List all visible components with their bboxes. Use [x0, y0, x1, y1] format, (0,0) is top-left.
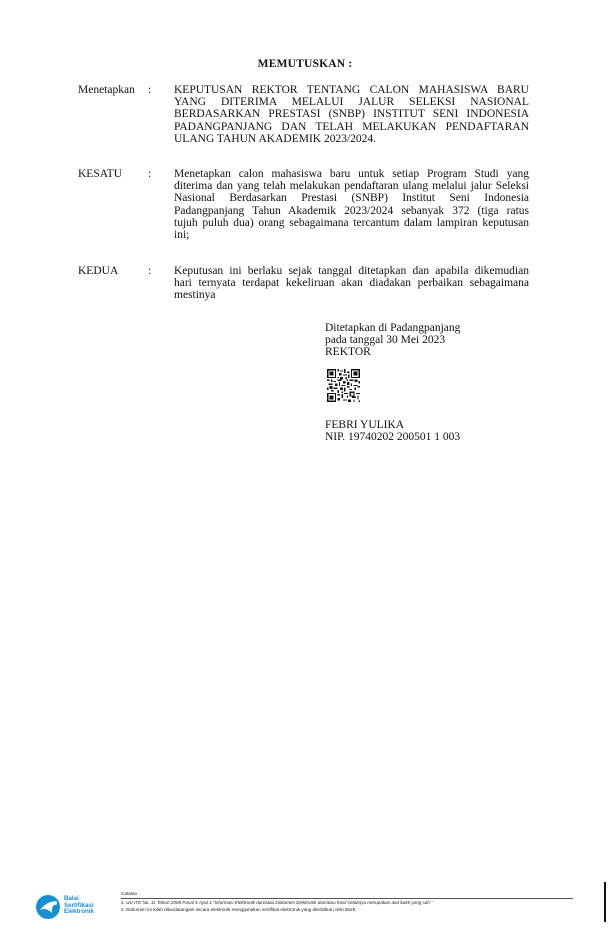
page-footer [0, 880, 610, 936]
signature-block [325, 322, 460, 359]
decision-heading: MEMUTUSKAN : [257, 58, 353, 70]
text-line: KEPUTUSAN REKTOR TENTANG CALON MAHASISWA BARU [174, 84, 529, 96]
text-line: hari ternyata terdapat kekeliruan akan diadakan perbaikan sebagaimana [174, 277, 529, 290]
text-line: Nasional Berdasarkan Prestasi (SNBP) Institut Seni Indonesia [174, 192, 529, 205]
text-line: YANG DITERIMA MELALUI JALUR SELEKSI NASIONAL [174, 96, 529, 109]
footer-notes [121, 890, 576, 913]
section-label: KESATU [78, 168, 123, 180]
logo-line: Balai [64, 895, 79, 902]
section-colon: : [148, 84, 152, 96]
text-line: Padangpanjang Tahun Akademik 2023/2024 sebanyak 372 (tiga ratus [174, 204, 529, 217]
logo-line: Elektronik [64, 908, 94, 916]
signatory-block [325, 419, 460, 443]
signatory-nip: NIP. 19740202 200501 1 003 [325, 431, 461, 444]
bsre-logo-text [64, 896, 94, 916]
signatory-name: FEBRI YULIKA [325, 419, 405, 431]
qr-code-icon [327, 369, 360, 402]
text-line: diterima dan yang telah melakukan pendaftaran ulang melalui jalur Seleksi [174, 180, 529, 193]
text-line: ini; [174, 229, 190, 242]
text-line: tujuh puluh dua) orang sebagaimana tercantum dalam lampiran keputusan [174, 216, 529, 229]
section-colon: : [148, 168, 152, 180]
text-line: Keputusan ini berlaku sejak tanggal ditetapkan dan apabila dikemudian [174, 265, 529, 277]
section-body [174, 84, 529, 145]
text-line: PADANGPANJANG DAN TELAH MELAKUKAN PENDAFTARAN [174, 120, 529, 133]
text-line: BERDASARKAN PRESTASI (SNBP) INSTITUT SENI INDONESIA [174, 108, 529, 121]
logo-line: Sertifikasi [64, 901, 94, 909]
section-body [174, 168, 529, 241]
signature-place: Ditetapkan di Padangpanjang [325, 322, 461, 334]
note-item: 1. UU ITE No. 11 Tahun 2008 Pasal 5 Ayat 1 "Informasi Elektronik dan/atau Dokumen Elektronik dan/atau hasil cetaknya merupakan alat bukti yang sah." [121, 900, 433, 905]
section-body [174, 265, 529, 302]
note-item: 2. Dokumen ini telah ditandatangani secara elektronik menggunakan sertifikat elektronik yang diterbitkan oleh BSrE [121, 907, 356, 912]
text-line: ULANG TAHUN AKADEMIK 2023/2024. [174, 132, 377, 145]
section-label: Menetapkan [78, 84, 135, 96]
text-line: mestinya [174, 289, 216, 302]
page-edge-mark [604, 882, 606, 922]
notes-title: Catatan : [121, 891, 140, 896]
section-label: KEDUA [78, 265, 119, 277]
section-colon: : [148, 265, 152, 277]
signature-date: pada tanggal 30 Mei 2023 [325, 334, 446, 347]
signature-position: REKTOR [325, 346, 371, 359]
text-line: Menetapkan calon mahasiswa baru untuk setiap Program Studi yang [174, 168, 529, 180]
